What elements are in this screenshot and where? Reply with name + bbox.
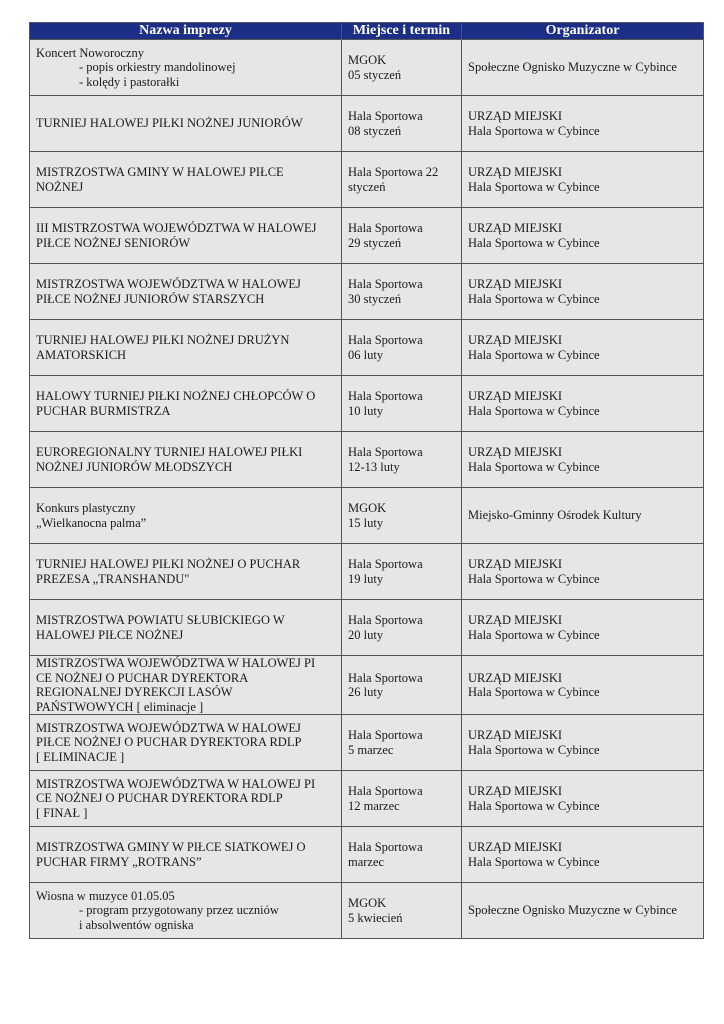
event-name-line: REGIONALNEJ DYREKCJI LASÓW [36,685,233,699]
table-row [30,320,704,376]
event-name-line: NOŻNEJ JUNIORÓW MŁODSZYCH [36,459,233,474]
table-row [30,827,704,883]
place-date-line: MGOK [348,501,387,515]
place-date-line: 12-13 luty [348,459,400,474]
event-detail-line: i absolwentów ogniska [79,917,194,932]
event-name-line: PUCHAR BURMISTRZA [36,403,171,418]
place-date-line: 06 luty [348,347,384,362]
place-date-line: Hala Sportowa [348,333,423,347]
table-row [30,264,704,320]
table-row [30,152,704,208]
organizer-line: URZĄD MIEJSKI [468,613,563,627]
organizer-cell [462,827,704,883]
organizer-line: Hala Sportowa w Cybince [468,627,600,642]
place-date-cell [342,883,462,939]
place-date-cell [342,771,462,827]
place-date-cell [342,544,462,600]
organizer-cell [462,264,704,320]
place-date-line: 5 marzec [348,742,394,757]
event-name-cell [30,544,342,600]
organizer-line: Hala Sportowa w Cybince [468,571,600,586]
organizer-line: Społeczne Ognisko Muzyczne w Cybince [468,903,677,918]
place-date-cell [342,600,462,656]
place-date-line: Hala Sportowa [348,784,423,798]
place-date-line: MGOK [348,896,387,910]
organizer-cell [462,320,704,376]
organizer-line: Hala Sportowa w Cybince [468,403,600,418]
organizer-line: URZĄD MIEJSKI [468,784,563,798]
place-date-cell [342,488,462,544]
organizer-line: URZĄD MIEJSKI [468,670,563,685]
event-name-line: Koncert Noworoczny [36,45,144,60]
place-date-cell [342,827,462,883]
place-date-line: 05 styczeń [348,67,402,82]
event-name-cell [30,264,342,320]
table-row [30,376,704,432]
table-row [30,208,704,264]
table-row [30,715,704,771]
header-organizer: Organizator [462,23,704,40]
event-name-cell [30,376,342,432]
event-name-cell [30,96,342,152]
event-name-line: III MISTRZOSTWA WOJEWÓDZTWA W HALOWEJ [36,221,317,235]
event-name-line: MISTRZOSTWA WOJEWÓDZTWA W HALOWEJ PI [36,656,316,670]
organizer-line: Hala Sportowa w Cybince [468,179,600,194]
organizer-line: URZĄD MIEJSKI [468,445,563,459]
organizer-line: Hala Sportowa w Cybince [468,235,600,250]
place-date-line: Hala Sportowa [348,445,423,459]
organizer-line: URZĄD MIEJSKI [468,557,563,571]
event-name-line: PIŁCE NOŻNEJ SENIORÓW [36,235,191,250]
organizer-line: URZĄD MIEJSKI [468,165,563,179]
event-name-line: EUROREGIONALNY TURNIEJ HALOWEJ PIŁKI [36,445,303,459]
place-date-line: 30 styczeń [348,291,402,306]
organizer-line: URZĄD MIEJSKI [468,277,563,291]
header-event-name: Nazwa imprezy [30,23,342,40]
event-name-cell [30,883,342,939]
place-date-line: Hala Sportowa [348,728,423,742]
event-name-cell [30,432,342,488]
event-name-line: TURNIEJ HALOWEJ PIŁKI NOŻNEJ JUNIORÓW [36,116,303,131]
event-name-cell [30,208,342,264]
event-name-cell [30,152,342,208]
event-detail-line: - kolędy i pastorałki [79,74,180,89]
organizer-cell [462,656,704,715]
place-date-cell [342,208,462,264]
organizer-line: Hala Sportowa w Cybince [468,742,600,757]
place-date-line: 26 luty [348,685,384,699]
event-name-line: CE NOŻNEJ O PUCHAR DYREKTORA [36,670,249,685]
organizer-line: Hala Sportowa w Cybince [468,798,600,813]
event-detail-line: - popis orkiestry mandolinowej [79,60,236,75]
table-row [30,432,704,488]
organizer-line: URZĄD MIEJSKI [468,840,563,854]
event-name-line: HALOWY TURNIEJ PIŁKI NOŻNEJ CHŁOPCÓW O [36,389,316,403]
event-name-cell [30,771,342,827]
place-date-line: styczeń [348,179,386,194]
place-date-line: 29 styczeń [348,235,402,250]
organizer-line: Hala Sportowa w Cybince [468,854,600,869]
event-name-cell [30,600,342,656]
organizer-cell [462,376,704,432]
organizer-line: Hala Sportowa w Cybince [468,685,600,699]
organizer-line: URZĄD MIEJSKI [468,221,563,235]
place-date-line: 10 luty [348,403,384,418]
place-date-line: marzec [348,854,385,869]
organizer-cell [462,432,704,488]
event-name-line: MISTRZOSTWA WOJEWÓDZTWA W HALOWEJ [36,277,301,291]
table-row [30,96,704,152]
event-name-line: TURNIEJ HALOWEJ PIŁKI NOŻNEJ DRUŻYN [36,333,290,347]
organizer-cell [462,883,704,939]
place-date-line: 5 kwiecień [348,910,403,925]
event-name-cell [30,827,342,883]
event-name-line: CE NOŻNEJ O PUCHAR DYREKTORA RDLP [36,791,283,806]
organizer-cell [462,715,704,771]
place-date-line: 15 luty [348,515,384,530]
organizer-line: Hala Sportowa w Cybince [468,291,600,306]
event-name-line: HALOWEJ PIŁCE NOŻNEJ [36,627,184,642]
event-name-cell [30,320,342,376]
place-date-cell [342,656,462,715]
organizer-line: Hala Sportowa w Cybince [468,459,600,474]
place-date-cell [342,264,462,320]
place-date-line: Hala Sportowa 22 [348,165,439,179]
place-date-cell [342,40,462,96]
event-name-cell [30,488,342,544]
table-row [30,656,704,715]
event-name-line: MISTRZOSTWA WOJEWÓDZTWA W HALOWEJ [36,720,301,735]
organizer-cell [462,208,704,264]
place-date-line: 12 marzec [348,798,400,813]
table-row [30,544,704,600]
table-row [30,771,704,827]
place-date-line: Hala Sportowa [348,670,423,685]
event-name-line: MISTRZOSTWA POWIATU SŁUBICKIEGO W [36,613,285,627]
event-name-line: Konkurs plastyczny [36,501,136,515]
place-date-line: Hala Sportowa [348,389,423,403]
place-date-line: MGOK [348,53,387,67]
event-name-line: PAŃSTWOWYCH [ eliminacje ] [36,699,204,714]
place-date-cell [342,96,462,152]
events-table [29,22,704,939]
place-date-line: Hala Sportowa [348,277,423,291]
event-name-cell [30,656,342,715]
place-date-line: 08 styczeń [348,123,402,138]
organizer-line: URZĄD MIEJSKI [468,728,563,742]
organizer-cell [462,544,704,600]
place-date-line: Hala Sportowa [348,840,423,854]
place-date-cell [342,320,462,376]
table-row [30,488,704,544]
event-name-line: PIŁCE NOŻNEJ JUNIORÓW STARSZYCH [36,291,265,306]
event-name-line: PREZESA „TRANSHANDU" [36,571,190,586]
organizer-line: Hala Sportowa w Cybince [468,347,600,362]
organizer-line: Hala Sportowa w Cybince [468,123,600,138]
organizer-line: URZĄD MIEJSKI [468,333,563,347]
event-name-line: NOŻNEJ [36,179,84,194]
header-place-date: Miejsce i termin [342,23,462,40]
place-date-cell [342,376,462,432]
place-date-cell [342,152,462,208]
header-row [30,23,704,40]
organizer-cell [462,40,704,96]
table-row [30,40,704,96]
event-name-line: AMATORSKICH [36,347,127,362]
event-name-line: MISTRZOSTWA WOJEWÓDZTWA W HALOWEJ PI [36,776,316,791]
place-date-cell [342,715,462,771]
event-detail-line: - program przygotowany przez uczniów [79,903,279,918]
event-name-line: [ ELIMINACJE ] [36,749,125,764]
organizer-cell [462,152,704,208]
event-name-cell [30,40,342,96]
place-date-line: Hala Sportowa [348,109,423,123]
event-name-line: „Wielkanocna palma” [36,515,147,530]
place-date-line: Hala Sportowa [348,613,423,627]
event-name-cell [30,715,342,771]
place-date-line: 19 luty [348,571,384,586]
organizer-line: URZĄD MIEJSKI [468,109,563,123]
event-name-line: PIŁCE NOŻNEJ O PUCHAR DYREKTORA RDLP [36,735,302,750]
event-name-line: [ FINAŁ ] [36,805,88,820]
table-row [30,600,704,656]
organizer-cell [462,600,704,656]
place-date-line: Hala Sportowa [348,221,423,235]
place-date-line: Hala Sportowa [348,557,423,571]
organizer-line: URZĄD MIEJSKI [468,389,563,403]
organizer-cell [462,96,704,152]
table-row [30,883,704,939]
organizer-line: Społeczne Ognisko Muzyczne w Cybince [468,60,677,75]
event-name-line: MISTRZOSTWA GMINY W HALOWEJ PIŁCE [36,165,284,179]
place-date-line: 20 luty [348,627,384,642]
event-name-line: Wiosna w muzyce 01.05.05 [36,888,175,903]
event-name-line: TURNIEJ HALOWEJ PIŁKI NOŻNEJ O PUCHAR [36,557,301,571]
place-date-cell [342,432,462,488]
event-name-line: PUCHAR FIRMY „ROTRANS” [36,854,202,869]
organizer-line: Miejsko-Gminny Ośrodek Kultury [468,508,642,523]
organizer-cell [462,771,704,827]
organizer-cell [462,488,704,544]
event-name-line: MISTRZOSTWA GMINY W PIŁCE SIATKOWEJ O [36,840,306,854]
